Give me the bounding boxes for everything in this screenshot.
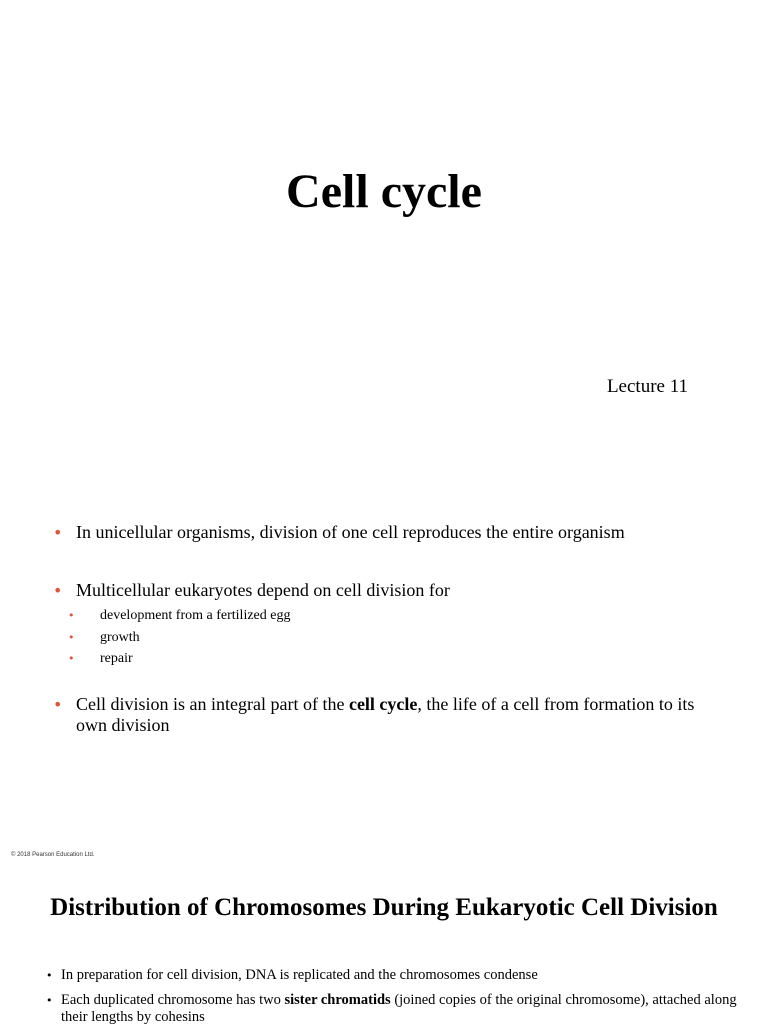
sub-bullet-item <box>68 605 713 627</box>
bullet-text-end: , the life of a cell from formation to its own division <box>76 694 695 735</box>
sub-bullet-text: development from a fertilized egg <box>100 608 291 623</box>
bullet-text: In unicellular organisms, division of one cell reproduces the entire organism <box>76 522 625 542</box>
bullet-dot-icon: • <box>68 652 75 665</box>
bullet-dot-icon: • <box>68 630 75 644</box>
bullet-item <box>53 580 713 670</box>
bullet-text-start: Cell division is an integral part of the <box>76 694 349 714</box>
bullet-dot-icon: • <box>53 581 63 600</box>
sub-bullet-item <box>68 648 713 670</box>
bullet-item <box>46 967 746 984</box>
bullet-text-start: Each duplicated chromosome has two <box>61 992 285 1008</box>
sub-bullet-text: repair <box>100 651 133 666</box>
bullet-dot-icon: • <box>46 994 53 1007</box>
bullet-text <box>61 992 746 1024</box>
bullet-text: Multicellular eukaryotes depend on cell division for <box>76 580 450 600</box>
sub-bullet-text: growth <box>100 629 140 645</box>
slide-title: Distribution of Chromosomes During Eukaryotic Cell Division <box>50 894 718 921</box>
bullet-dot-icon: • <box>68 609 75 622</box>
chromosome-distribution-slide <box>0 865 768 1024</box>
slide-title: Cell cycle <box>286 165 482 218</box>
bullet-text-end: (joined copies of the original chromosome), attached along their lengths by cohesins <box>61 992 737 1024</box>
title-slide <box>0 0 768 470</box>
bullet-text <box>76 694 713 736</box>
lecture-subtitle: Lecture 11 <box>606 376 688 397</box>
bullet-item <box>53 694 713 736</box>
bullet-text: In preparation for cell division, DNA is replicated and the chromosomes condense <box>61 967 538 983</box>
copyright-notice: © 2018 Pearson Education Ltd. <box>11 852 95 858</box>
bullet-item <box>53 522 713 543</box>
bold-term: sister chromatids <box>284 992 391 1008</box>
bullet-dot-icon: • <box>53 695 63 714</box>
bold-term: cell cycle <box>348 694 418 714</box>
bullet-list <box>46 967 746 1024</box>
bullet-dot-icon: • <box>46 969 53 982</box>
bullet-dot-icon: • <box>53 523 63 542</box>
bullet-item <box>46 992 746 1024</box>
cell-division-slide <box>0 470 768 865</box>
sub-bullet-item <box>68 627 713 649</box>
sub-bullet-list <box>53 605 713 670</box>
